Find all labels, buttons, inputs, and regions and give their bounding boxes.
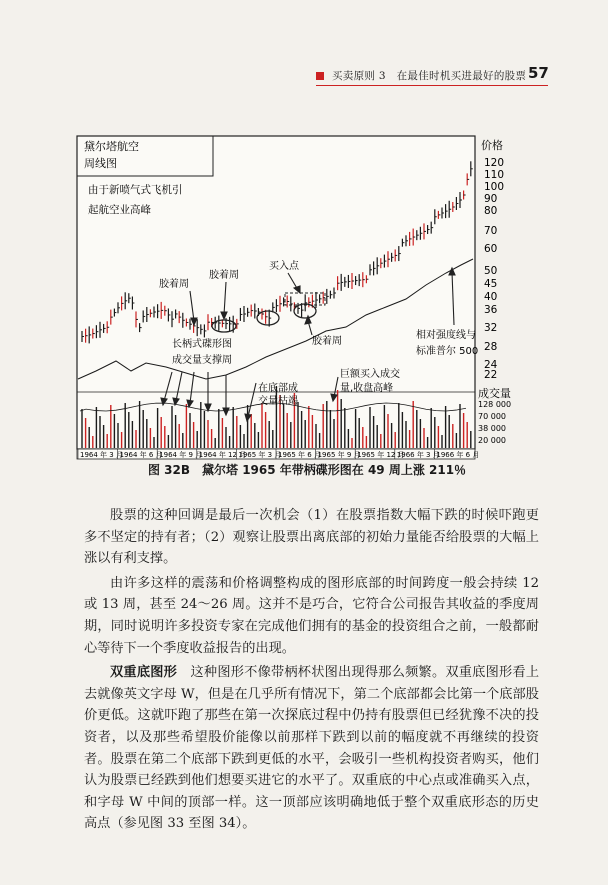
volume-tick-label: 38 000 bbox=[478, 424, 506, 433]
volume-axis bbox=[478, 386, 511, 445]
date-tick-label: 1965 年 3 月 bbox=[238, 451, 282, 459]
annotation-bottom-line2: 交量枯竭 bbox=[258, 396, 298, 407]
paragraph-3-text: 这种图形不像带柄杯状图出现得那么频繁。双重底图形看上去就像英文字母 W，但是在几乎所有情况下，第二个底部都会比第一个底部股价更低。这就吓跑了那些在第一次探底过程中仍持有股票但已经犹豫不决的投资者，以及那些希望股价能像以前那样下跌到以前的幅度就不再继续的投资者。股票在第二个底部下跌到更低的水平，会吸引一些机构投资者购买，他们认为股票已经跌到他们想要买进它的水平了。双重底的中心点或准确买入点，和字母 W 中间的顶部一样。这一顶部应该明确地低于整个双重底形态的历史高点（参见图 33 至图 34）。 bbox=[84, 665, 540, 832]
price-tick-label: 60 bbox=[484, 243, 498, 255]
annotation-jiaozhuo-3: 胶着周 bbox=[312, 336, 342, 347]
annotation-cup-line1: 长柄式碟形图 bbox=[172, 339, 232, 350]
price-tick-label: 90 bbox=[484, 193, 498, 205]
body-text bbox=[84, 505, 539, 838]
price-axis bbox=[481, 138, 504, 381]
date-tick-label: 1964 年 12 月 bbox=[198, 451, 247, 459]
price-tick-label: 70 bbox=[484, 225, 498, 237]
chart-note-line1: 由于新喷气式飞机引 bbox=[88, 184, 183, 196]
volume-axis-label: 成交量 bbox=[478, 387, 511, 400]
stock-chart bbox=[76, 135, 524, 460]
chart-note-line2: 起航空业高峰 bbox=[88, 204, 151, 216]
running-header bbox=[316, 64, 549, 85]
volume-tick-label: 70 000 bbox=[478, 412, 506, 421]
price-tick-label: 110 bbox=[484, 169, 505, 181]
price-tick-label: 50 bbox=[484, 265, 498, 277]
annotation-volume-line2: 量,收盘高峰 bbox=[340, 383, 394, 394]
date-tick-label: 1966 年 6 月 bbox=[436, 451, 480, 459]
header-rule bbox=[316, 85, 548, 86]
annotation-volume-line1: 巨额买入成交 bbox=[340, 369, 400, 380]
price-tick-label: 80 bbox=[484, 205, 498, 217]
annotation-cup-line2: 成交量支撑周 bbox=[172, 355, 232, 366]
price-tick-label: 32 bbox=[484, 322, 498, 334]
page-number: 57 bbox=[528, 64, 549, 82]
figure-caption: 图 32B 黛尔塔 1965 年带柄碟形图在 49 周上涨 211％ bbox=[148, 463, 467, 477]
annotation-jiaozhuo-2: 胶着周 bbox=[209, 270, 239, 281]
price-tick-label: 28 bbox=[484, 341, 498, 353]
annotation-rs-line2: 标准普尔 500 bbox=[416, 346, 479, 357]
price-tick-label: 22 bbox=[484, 369, 498, 381]
paragraph-1: 股票的这种回调是最后一次机会（1）在股票指数大幅下跌的时候吓跑更多不坚定的持有者；（2）观察让股票出离底部的初始力量能否给股票的大幅上涨以有利支撑。 bbox=[84, 508, 539, 567]
price-tick-label: 24 bbox=[484, 359, 498, 371]
volume-tick-label: 128 000 bbox=[478, 400, 512, 409]
date-tick-label: 1964 年 6 月 bbox=[119, 451, 163, 459]
date-axis bbox=[77, 449, 479, 459]
price-tick-label: 100 bbox=[484, 181, 505, 193]
header-section-title: 买卖原则 3 在最佳时机买进最好的股票 bbox=[332, 70, 527, 82]
date-tick-label: 1964 年 3 月 bbox=[80, 451, 123, 459]
volume-tick-label: 20 000 bbox=[478, 436, 506, 445]
annotation-jiaozhuo-1: 胶着周 bbox=[159, 279, 189, 290]
annotation-buy-point: 买入点 bbox=[269, 261, 299, 272]
date-tick-label: 1966 年 3 月 bbox=[396, 451, 440, 459]
date-tick-label: 1964 年 9 月 bbox=[159, 451, 203, 459]
date-tick-label: 1965 年 9 月 bbox=[317, 451, 361, 459]
price-tick-label: 36 bbox=[484, 304, 498, 316]
annotation-bottom-line1: 在底部成 bbox=[258, 383, 298, 394]
date-tick-label: 1965 年 12 月 bbox=[357, 451, 405, 459]
chart-subtitle: 周线图 bbox=[84, 157, 117, 170]
price-axis-label: 价格 bbox=[481, 139, 503, 152]
date-tick-label: 1965 年 6 月 bbox=[278, 451, 321, 459]
paragraph-3 bbox=[84, 662, 539, 835]
price-tick-label: 40 bbox=[484, 291, 498, 303]
annotation-rs-line1: 相对强度线与 bbox=[416, 330, 476, 341]
paragraph-3-lead: 双重底图形 bbox=[110, 665, 178, 681]
stock-chart-figure bbox=[76, 135, 524, 460]
paragraph-2: 由许多这样的震荡和价格调整构成的图形底部的时间跨度一般会持续 12 或 13 周，甚至 24～26 周。这并不是巧合，它符合公司报告其收益的季度周期，同时说明许多投资专家在完成他们拥有的基金的投资组合之前，一般都耐心等待下一个季度收益报告的出现。 bbox=[84, 575, 539, 656]
price-tick-label: 45 bbox=[484, 278, 498, 290]
chart-title: 黛尔塔航空 bbox=[84, 140, 139, 153]
header-marker-icon bbox=[316, 72, 324, 80]
price-tick-label: 120 bbox=[484, 157, 505, 169]
